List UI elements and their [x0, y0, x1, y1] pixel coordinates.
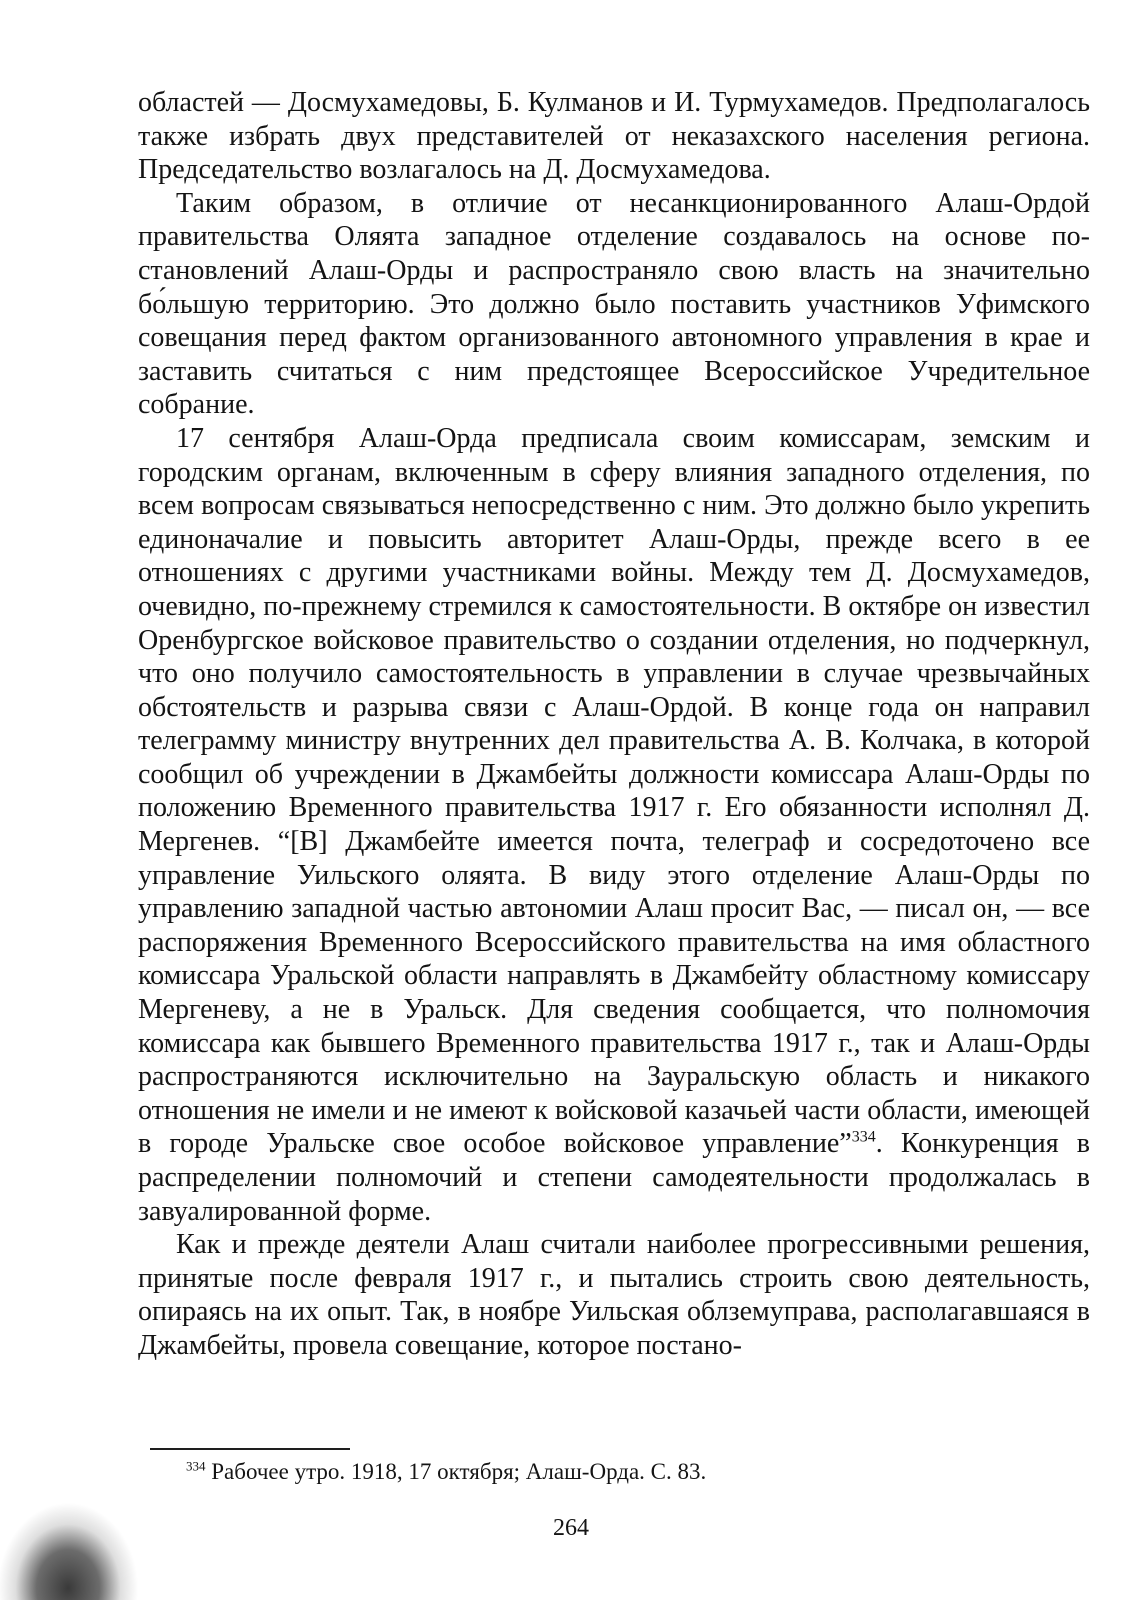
- page-number: 264: [553, 1515, 589, 1541]
- paragraph-3-text-continued: . Конкуренция в распределении полномочий и степени самодеятельности продолжалась в завуалированной форме.: [138, 1128, 1090, 1227]
- footnote-divider: [150, 1448, 350, 1450]
- paragraph-3: [138, 422, 1090, 1228]
- footnote-reference: 334: [851, 1129, 876, 1147]
- paragraph-1: областей — Досмухамедовы, Б. Кулманов и И. Турмухамедов. Предполагалось также избрать двух представителей от неказахского населения региона. Председательство возлагалось на Д. Досмухамедова.: [138, 87, 1090, 186]
- paragraph-3-text: 17 сентября Алаш-Орда предписала своим комиссарам, земским и городским органам, включенным в сферу влияния западного отделения, по всем вопросам связываться непосредственно с ним. Это должно было укрепить единоначалие и повысить авторитет Алаш-Орды, прежде всего в ее отношениях с другими участниками войны. Между тем Д. Досмухамедов, очевидно, по-прежнему стремился к самостоятельности. В октябре он известил Оренбургское войсковое правительство о создании отделения, но подчеркнул, что оно получило самостоятельность в управлении в случае чрезвычайных обстоятельств и разрыва связи с Алаш-Ордой. В конце года он направил телеграмму министру внутренних дел правительства А. В. Колчака, в которой сообщил об учреждении в Джамбейты должности комиссара Алаш-Орды по положению Временного правительства 1917 г. Его обязанности исполнял Д. Мергенев. “[В] Джамбейте имеется почта, телеграф и сосредоточено все управление Уильского оляята. В виду этого отделение Алаш-Орды по управлению западной частью автономии Алаш просит Вас, — писал он, — все распоряжения Временного Всероссийского правительства на имя областного комиссара Уральской области направлять в Джамбейту областному комиссару Мергеневу, а не в Уральск. Для сведения сообщается, что полномочия комиссара как бывшего Временного правительства 1917 г., так и Алаш-Орды распространяются исключительно на Зауральскую область и никакого отношения не имели и не имеют к войсковой казачьей части области, имеющей в городе Уральске свое особое войсковое управление”: [138, 422, 1090, 1160]
- paragraph-2: Таким образом, в отличие от несанкционированного Алаш-Ордой правительства Оляята западное отделение создавалось на основе постановлений Алаш-Орды и распространяло свою власть на значительно бо́льшую территорию. Это должно было поставить участников Уфимского совещания перед фактом организованного автономного управления в крае и заставить считаться с ним предстоящее Всероссийское Учредительное собрание.: [138, 187, 1090, 421]
- footnote-text: Рабочее утро. 1918, 17 октября; Алаш-Орда. С. 83.: [205, 1459, 707, 1484]
- footnote-number: 334: [186, 1458, 206, 1474]
- paragraph-4: Как и прежде деятели Алаш считали наиболее прогрессивными решения, принятые после февраля 1917 г., и пытались строить свою деятельность, опираясь на их опыт. Так, в ноябре Уильская облземуправа, располагавшаяся в Джамбейты, провела совещание, которое постано-: [138, 1229, 1090, 1361]
- scan-shadow: [0, 1478, 150, 1600]
- page-body: [138, 86, 1090, 1363]
- footnote: [186, 1458, 706, 1486]
